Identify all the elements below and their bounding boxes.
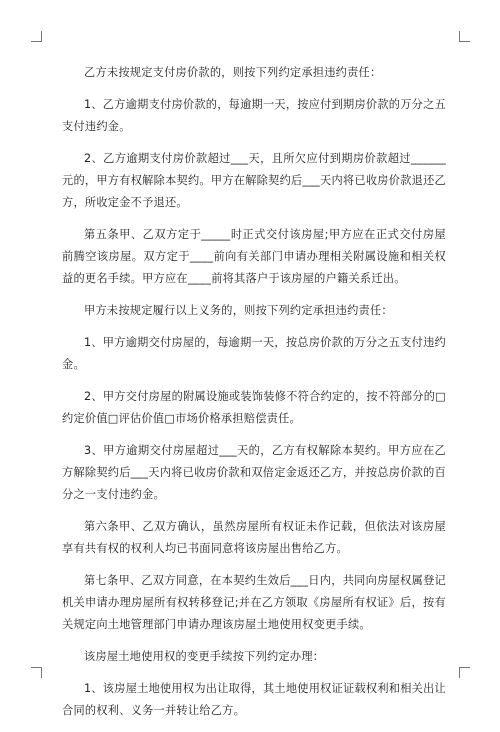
- paragraph-4: 第五条甲、乙双方定于_____时正式交付该房屋;甲方应在正式交付房屋前腾空该房屋。双方定于____前向有关部门申请办理相关附属设施和相关权益的更名手续。甲方应在____前将其落户于该房屋的户籍关系迁出。: [62, 228, 446, 285]
- paragraph-9: 第六条甲、乙双方确认，虽然房屋所有权证未作记载，但依法对该房屋享有共有权的权利人均已书面同意将该房屋出售给乙方。: [62, 520, 446, 555]
- paragraph-3: 2、乙方逾期支付房价款超过___天，且所欠应付到期房价款超过______元的，甲方有权解除本契约。甲方在解除契约后___天内将已收房价款退还乙方，所收定金不予退还。: [62, 152, 446, 209]
- crop-mark-bottom-left: [31, 667, 42, 678]
- paragraph-8: 3、甲方逾期交付房屋超过___天的，乙方有权解除本契约。甲方应在乙方解除契约后___天内将已收房价款和双倍定金返还乙方，并按总房价款的百分之一支付违约金。: [62, 444, 446, 501]
- paragraph-1: 乙方未按规定支付房价款的，则按下列约定承担违约责任：: [84, 66, 382, 79]
- paragraph-2: 1、乙方逾期支付房价款的，每逾期一天，按应付到期房价款的万分之五支付违约金。: [62, 98, 446, 133]
- contract-body: [62, 62, 446, 732]
- paragraph-11: 该房屋土地使用权的变更手续按下列约定办理：: [84, 650, 325, 663]
- crop-mark-bottom-right: [459, 667, 470, 678]
- paragraph-7: 2、甲方交付房屋的附属设施或装饰装修不符合约定的，按不符部分的□约定价值□评估价值□市场价格承担赔偿责任。: [62, 390, 446, 425]
- crop-mark-top-right: [459, 31, 470, 42]
- crop-mark-top-left: [31, 31, 42, 42]
- paragraph-12: 1、该房屋土地使用权为出让取得，其土地使用权证证载权利和相关出让合同的权利、义务一并转让给乙方。: [62, 682, 446, 717]
- paragraph-5: 甲方未按规定履行以上义务的，则按下列约定承担违约责任：: [84, 304, 393, 317]
- paragraph-10: 第七条甲、乙双方同意，在本契约生效后___日内，共同向房屋权属登记机关申请办理房屋所有权转移登记;并在乙方领取《房屋所有权证》后，按有关规定向土地管理部门申请办理该房屋土地使用权变更手续。: [62, 574, 446, 631]
- paragraph-6: 1、甲方逾期交付房屋的，每逾期一天，按总房价款的万分之五支付违约金。: [62, 336, 446, 371]
